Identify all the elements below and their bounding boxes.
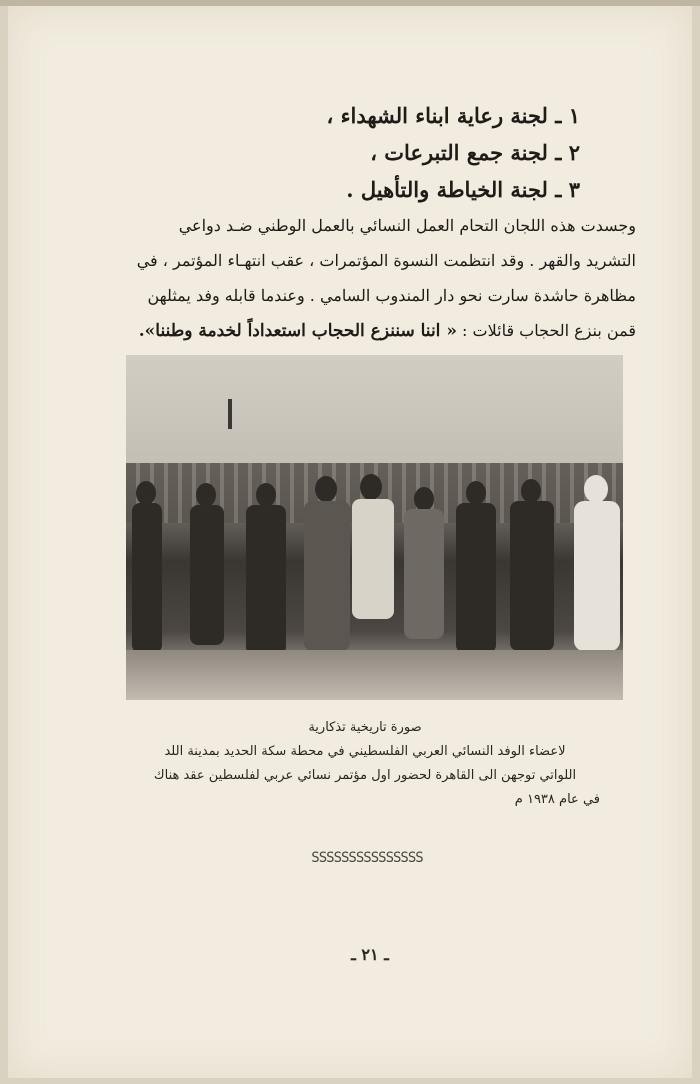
paragraph-line: التشريد والقهر . وقد انتظمت النسوة المؤتمرات ، عقب انتهـاء المؤتمر ، في <box>136 251 636 270</box>
quote-text: « اننا سننزع الحجاب استعداداً لخدمة وطننا». <box>138 321 457 341</box>
list-item-1: ١ ـ لجنة رعاية ابناء الشهداء ، <box>326 103 580 128</box>
caption-line: في عام ١٩٣٨ م <box>514 792 600 807</box>
paragraph-line: وجسدت هذه اللجان التحام العمل النسائي بالعمل الوطني ضـد دواعي <box>178 216 636 235</box>
photo-sky <box>126 355 623 465</box>
body-paragraph <box>61 208 636 348</box>
page-number: ـ ٢١ ـ <box>351 945 389 964</box>
caption-line: اللواتي توجهن الى القاهرة لحضور اول مؤتمر نسائي عربي لفلسطين عقد هناك <box>153 768 577 783</box>
paragraph-text: قمن بنزع الحجاب قائلات : <box>462 321 636 340</box>
photo-platform <box>126 650 623 700</box>
caption-line: لاعضاء الوفد النسائي العربي الفلسطيني في محطة سكة الحديد بمدينة اللد <box>164 744 566 759</box>
photo-pole <box>228 399 232 429</box>
list-item-2: ٢ ـ لجنة جمع التبرعات ، <box>370 140 580 165</box>
paragraph-line: مظاهرة حاشدة سارت نحو دار المندوب السامي . وعندما قابله وفد يمثلهن <box>147 286 636 305</box>
paragraph-line-last <box>61 313 636 348</box>
historical-photo <box>126 355 623 700</box>
caption-title: صورة تاريخية تذكارية <box>308 720 422 735</box>
photo-group-of-women <box>126 473 623 658</box>
photo-caption <box>130 716 600 812</box>
list-item-3: ٣ ـ لجنة الخياطة والتأهيل . <box>346 177 580 202</box>
decorative-divider: SSSSSSSSSSSSSSS <box>311 850 423 866</box>
